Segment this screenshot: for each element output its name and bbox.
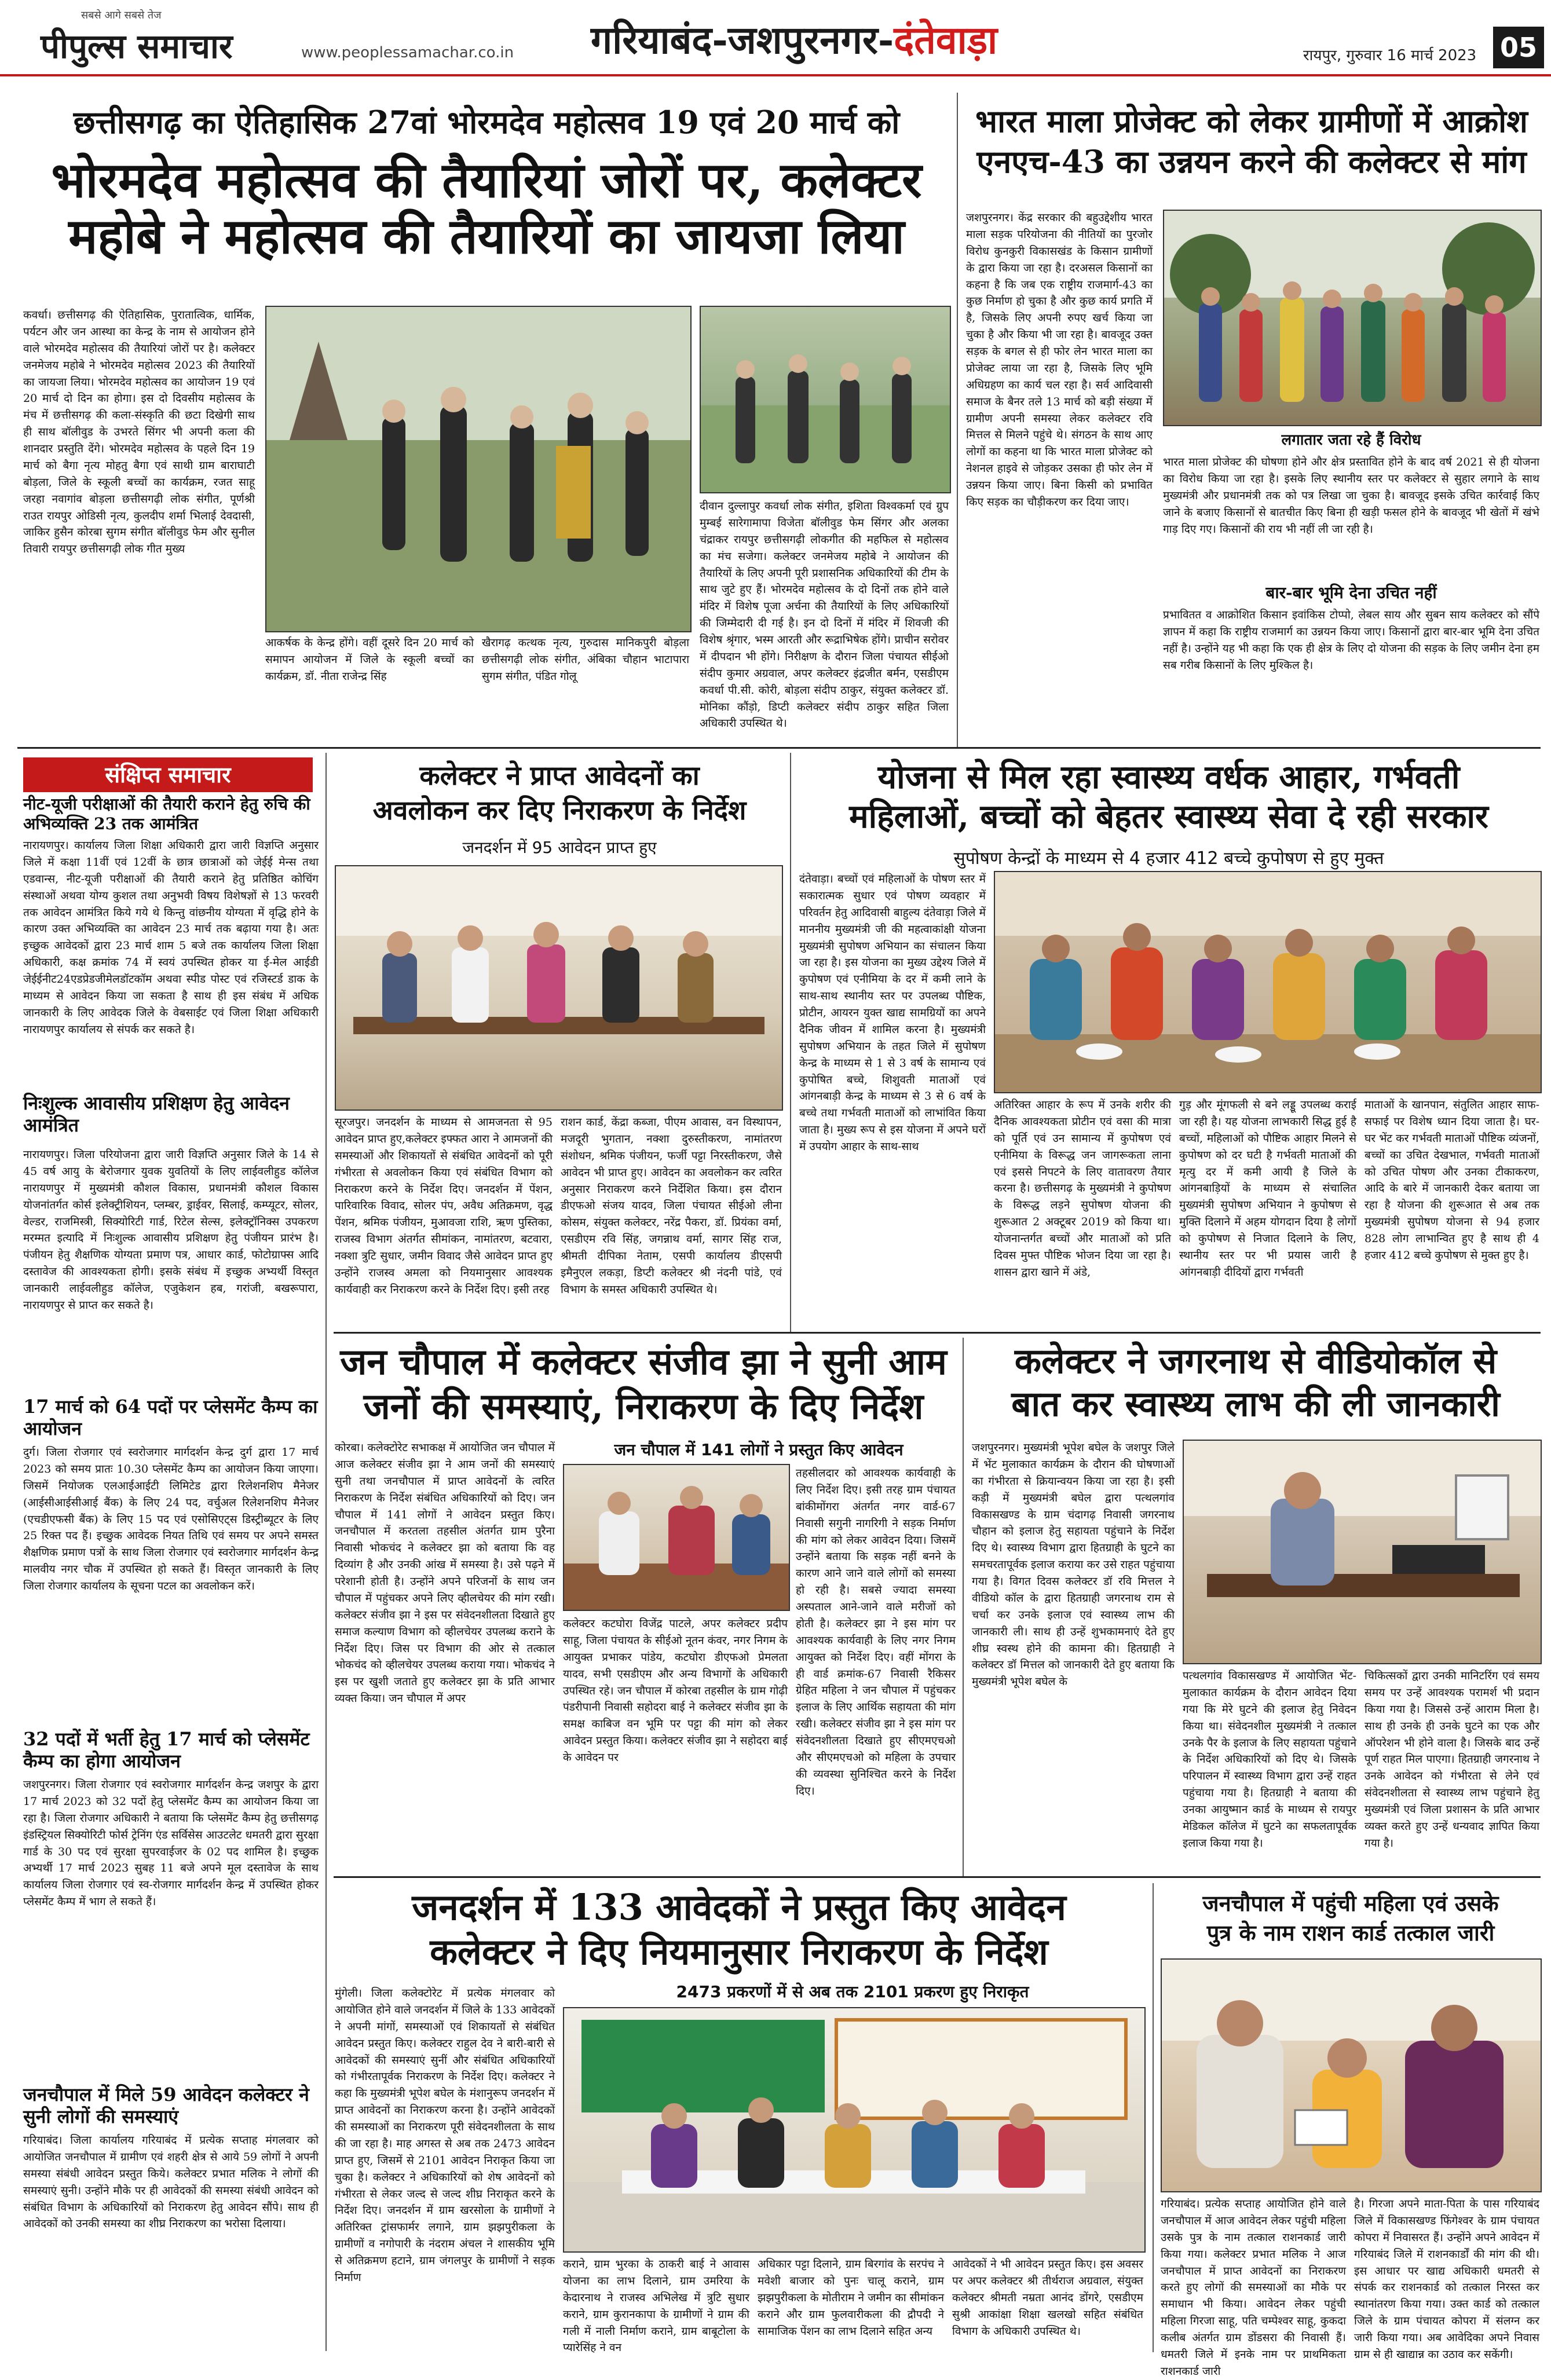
jashpur-headline-line1: कलेक्टर ने जगरनाथ से वीडियोकॉल से (1014, 1341, 1497, 1382)
brief-2-body: नारायणपुर। जिला परियोजना द्वारा जारी विज्ञप्ति अनुसार जिले के 14 से 45 वर्ष आयु के बेरोजगार युवक युवतियों के लिए लाईवलीहुड कॉलेज नारायणपुर में मुख्यमंत्री कौशल विकास, प्रधानमंत्री कौशल विकास योजनांतर्गत कोर्स इलेक्ट्रीशियन, प्लम्बर, ड्राईवर, सिलाई, कम्प्यूटर, सोलर, वेल्डर, राजमिस्त्री, सिक्योरिटी गार्ड, रिटेल सेल्स, इलेक्ट्रॉनिक्स उपकरण मरम्मत इत्यादि में निःशुल्क आवासीय प्रशिक्षण हेतु पंजीयन प्रारंभ है। पंजीयन हेतु शैक्षणिक योग्यता प्रमाण पत्र, आधार कार्ड, फोटोग्राफ्स आदि दस्तावेज की आवश्यकता होगी। इसके संबंध में इच्छुक अभ्यर्थी विस्तृत जानकारी लाईवलीहुड कॉलेज, एजुकेशन हब, गरांजी, बखरूपारा, नारायणपुर से प्राप्त कर सकते है। (23, 1148, 319, 1312)
website-url[interactable]: www.peoplessamachar.co.in (301, 44, 514, 61)
dantewada-headline (798, 757, 1539, 837)
korba-subhead: जन चौपाल में 141 लोगों ने प्रस्तुत किए आवेदन (614, 1440, 903, 1459)
brief-1-headline: नीट-यूजी परीक्षाओं की तैयारी कराने हेतु रुचि की अभिव्यक्ति 23 तक आमंत्रित (23, 794, 310, 833)
bhoramdev-photo-2-art (701, 307, 950, 492)
brief-5-headline: जनचौपाल में मिले 59 आवेदन कलेक्टर ने सुनी लोगों की समस्याएं (23, 2084, 309, 2128)
bharatmala-headline-line2: एनएच-43 का उन्नयन करने की कलेक्टर से मांग (976, 143, 1527, 181)
surajpur-photo-art (336, 866, 782, 1110)
surajpur-photo (335, 865, 783, 1111)
bhoramdev-headline-line1: भोरमदेव महोत्सव की तैयारियां जोरों पर, कलेक्टर (51, 151, 922, 208)
gariyaband-photo-art (1162, 1960, 1541, 2191)
surajpur-headline-line1: कलेक्टर ने प्राप्त आवेदनों का (419, 760, 700, 791)
mungeli-photo-art (564, 2008, 1144, 2251)
dantewada-col4: माताओं के खानपान, संतुलित आहार साफ-सफाई पर विशेष ध्यान दिया जाता है। घर-घर भेंट कर गर्भवती माताओं पौष्टिक व्यंजनों, बच्चों का उचित देखभाल, गर्भवती माताओं को उचित पोषण और उनका टीकाकरण, आदि के बारे में जानकारी देकर बताया जा रहा है योजना की शुरूआत से अब तक मुख्यमंत्री सुपोषण योजना से 94 हजार 828 लोग लाभान्वित हुए है साथ ही 4 हजार 412 बच्चे कुपोषण से मुक्त हुए है। (1365, 1099, 1539, 1262)
mungeli-photo (563, 2007, 1146, 2253)
dantewada-headline-line1: योजना से मिल रहा स्वास्थ्य वर्धक आहार, गर्भवती (877, 758, 1460, 796)
jashpur-col3: चिकित्सकों द्वारा उनकी मानिटरिंग एवं समय समय पर उन्हें आवश्यक परामर्श भी प्रदान किया गया है। जिससे उन्हें आराम मिला है। साथ ही उनके ही उनके घुटने का एक और ऑपरेशन भी होने वाला है। जिसके बाद उन्हें पूर्ण राहत मिल पाएगा। हितग्राही जगरनाथ ने उनके आवेदन को गंभीरता से लेने एवं संवेदनशीलता से स्वास्थ्य लाभ पहुंचाने हेतु मुख्यमंत्री एवं जिला प्रशासन के प्रति आभार व्यक्त करते हुए उन्हें धन्यवाद ज्ञापित किया गया है। (1365, 1669, 1539, 1850)
bharatmala-col1: जशपुरनगर। केंद्र सरकार की बहुउद्देशीय भारत माला सड़क परियोजना की नीतियों का पुरजोर विरोध कुनकुरी विकासखंड के किसान ग्रामीणों के द्वारा किया जा रहा है। दरअसल किसानों का कहना है कि जब एक राष्ट्रीय राजमार्ग-43 का कुछ निर्माण हो चुका है और कुछ कार्य प्रगति में है, जिसके लिए अपनी रुपए खर्च किया जा चुका है और किया भी जा रहा है। बावजूद उक्त सड़क के बगल से ही फोर लेन भारत माला का प्रोजेक्ट लाया जा रहा है, जिसके लिए भूमि अधिग्रहण का कार्य चल रहा है। सर्व आदिवासी समाज के बैनर तले 13 मार्च को बड़ी संख्या में ग्रामीण अपनी समस्या लेकर कलेक्टर रवि मित्तल से मिलने पहुंचे थे। संगठन के साथ आए लोगों का कहना था कि भारत माला प्रोजेक्ट को नेशनल हाइवे से जोड़कर उसका ही फोर लेन में उन्नयन किया जाए। बिना किसी को प्रभावित किए सड़क का चौड़ीकरण कर दिया जाए। (966, 211, 1153, 508)
bhoramdev-photo (265, 306, 692, 632)
brief-4-headline: 32 पदों में भर्ती हेतु 17 मार्च को प्लेसमेंट कैम्प का होगा आयोजन (23, 1728, 310, 1773)
masthead-logo: पीपुल्स समाचार (41, 27, 233, 66)
gariyaband-photo (1161, 1958, 1542, 2192)
dateline: रायपुर, गुरुवार 16 मार्च 2023 (1303, 47, 1477, 64)
jashpur-headline-line2: बात कर स्वास्थ्य लाभ की ली जानकारी (1011, 1384, 1500, 1425)
jashpur-headline (971, 1340, 1541, 1426)
dantewada-headline-line2: महिलाओं, बच्चों को बेहतर स्वास्थ्य सेवा दे रही सरकार (849, 797, 1488, 836)
mungeli-col1: मुंगेली। जिला कलेक्टोरेट में प्रत्येक मंगलवार को आयोजित होने वाले जनदर्शन में जिले के 133 आवेदकों ने अपनी मांगों, समस्याओं एवं शिकायतों से संबंधित आवेदन प्रस्तुत किए। कलेक्टर राहुल देव ने बारी-बारी से आवेदकों की समस्याएं सुनीं और संबंधित अधिकारियों को गंभीरतापूर्वक निराकरण के निर्देश दिए। कलेक्टर ने कहा कि मुख्यमंत्री भूपेश बघेल के मंशानुरूप जनदर्शन में प्राप्त आवेदनों का निराकरण करना है। उन्होंने आवेदकों की समस्याओं का निराकरण पूरी संवेदनशीलता के साथ की जा रहा है। माह अगस्त से अब तक 2473 आवेदन प्राप्त हुए, जिसमें से 2101 आवेदन निराकृत किया जा चुका है। कलेक्टर ने अधिकारियों को शेष आवेदनों को गंभीरता से लेकर जल्द से जल्द शीघ्र निराकृत करने के निर्देश दिए। जनदर्शन में ग्राम खरसोला के ग्रामीणों ने अतिरिक्त ट्रांसफार्मर लगाने, ग्राम झझपुरीकला के ग्रामीणों व नगोपारी के नंदराम अंचल ने शासकीय भूमि से अतिक्रमण हटाने, ग्राम जंगलपुर के ग्रामीणों ने सड़क निर्माण (335, 1987, 555, 2284)
surajpur-headline (334, 759, 785, 828)
bharatmala-body2: भारत माला प्रोजेक्ट की घोषणा होने और क्षेत्र प्रस्तावित होने के बाद वर्ष 2021 से ही योजना का विरोध किया जा रहा है। इसके लिए स्थानीय स्तर पर कलेक्टर से सुहार लगाने के साथ मुख्यमंत्री और प्रधानमंत्री तक को पत्र लिखा जा चुका है। बावजूद इसके उचित कार्रवाई किए जाने के बजाए किसानों से बातचीत किए बिना ही खड़ी फसल होने के बावजूद भी खेतों में खंभे गाड़ दिए गए। किसानों की राय भी नहीं ली जा रही है। (1163, 456, 1539, 536)
dantewada-col3: गुड़ और मूंगफली से बने लड्डू उपलब्ध कराई जा रही है। यह योजना लाभकारी सिद्ध हुई है बच्चों, महिलाओं को पौष्टिक आहार मिलने से कुपोषण को दर घटी है गर्भवती माताओं की मृत्यु दर में कमी आयी है जिले के आंगनबाड़ियों के माध्यम से संचालित मुख्यमंत्री सुपोषण अभियान ने कुपोषण से मुक्ति दिलाने में अहम योगदान दिया है लोगों को कुपोषण से निजात दिलाने के लिए, स्थानीय स्तर पर भी प्रयास जारी है आंगनबाड़ी दीदियों द्वारा गर्भवती (1179, 1099, 1356, 1279)
korba-photo-art (564, 1465, 789, 1610)
dantewada-photo (994, 871, 1542, 1093)
mungeli-col3: अधिकार पट्टा दिलाने, ग्राम बिरगांव के सरपंच ने मवेशी बाजार को पुनः चालू कराने, ग्राम झझपुरीकला के मोतीराम ने जमीन का सीमांकन कराने और ग्राम फुलवारीकला की द्रौपदी ने सामाजिक पेंशन का लाभ दिलाने सहित अन्य (758, 2258, 944, 2338)
gariyaband-col1: गरियाबंद। प्रत्येक सप्ताह आयोजित होने वाले जनचौपाल में आज आवेदन लेकर पहुंची महिला उसके पुत्र के नाम तत्काल राशनकार्ड जारी किया गया। कलेक्टर प्रभात मलिक ने आज जनचौपाल में प्राप्त आवेदनों का निराकरण करते हुए लोगों की समस्याओं का मौके पर समाधान भी किया। आवेदन लेकर पहुंची महिला गिरजा साहू, पति चम्पेश्वर साहू, कुकदा कलीब अंतर्गत ग्राम डोंडसरा की निवासी हैं। धमतरी जिले में इनके नाम पर प्राथमिकता राशनकार्ड जारी (1161, 2198, 1346, 2378)
surajpur-headline-line2: अवलोकन कर दिए निराकरण के निर्देश (372, 794, 747, 826)
mungeli-col2: कराने, ग्राम भुरका के ठाकरी बाई ने आवास योजना का लाभ दिलाने, ग्राम उमरिया के केदारनाथ ने राजस्व अभिलेख में त्रुटि सुधार कराने, ग्राम कुरानकापा के ग्रामीणों ने ग्राम की गली में नाली निर्माण कराने, ग्राम बाबूटोला के प्यारेसिंह ने वन (563, 2258, 749, 2355)
brief-4-body: जशपुरनगर। जिला रोजगार एवं स्वरोजगार मार्गदर्शन केन्द्र जशपुर के द्वारा 17 मार्च 2023 को 32 पदों हेतु प्लेसमेंट कैम्प का आयोजन किया जा रहा है। जिला रोजगार अधिकारी ने बताया कि प्लेसमेंट कैम्प हेतु छत्तीसगढ़ इंडस्ट्रियल सिक्योरिटी फोर्स ट्रेनिंग एंड सर्विसेस आउटलेट धमतरी द्वारा सुरक्षा गार्ड के 30 पद एवं सुरक्षा सुपरवाईजर के 02 पद शामिल है। इच्छुक अभ्यर्थी 17 मार्च 2023 सुबह 11 बजे अपने मूल दस्तावेज के साथ कार्यालय जिला रोजगार एवं स्व-रोजगार मार्गदर्शन केन्द्र में उपस्थित होकर प्लेसमेंट कैम्प में भाग ले सकते हैं। (23, 1778, 319, 1909)
dantewada-photo-art (995, 872, 1541, 1092)
bharatmala-photo (1163, 210, 1542, 426)
briefs-section-title: संक्षिप्त समाचार (23, 757, 313, 792)
bharatmala-subhead: बार-बार भूमि देना उचित नहीं (1265, 583, 1437, 602)
korba-col1: कोरबा। कलेक्टोरेट सभाकक्ष में आयोजित जन चौपाल में आज कलेक्टर संजीव झा ने आम जनों की समस्याएं सुनी तथा जनचौपाल में प्राप्त आवेदनों के त्वरित निराकरण के निर्देश संबंधित अधिकारियों को दिए। जन चौपाल में 141 लोगों ने आवेदन प्रस्तुत किए। जनचौपाल में करतला तहसील अंतर्गत ग्राम पुरैना निवासी भोकचंद ने कलेक्टर झा को बताया कि वह दिव्यांग है और उनकी आंख में समस्या है। उसे पढ़ने में परेशानी होती है। उन्होंने अपने परिजनों के साथ जन चौपाल में पहुंचकर अपने लिए व्हीलचेयर की मांग रखी। कलेक्टर संजीव झा ने इस पर संवेदनशीलता दिखाते हुए समाज कल्याण विभाग को व्हीलचेयर उपलब्ध कराने के निर्देश दिए। जिस पर विभाग की ओर से तत्काल भोकचंद को व्हीलचेयर उपलब्ध कराया गया। भोकचंद ने इस पर खुशी जताते हुए कलेक्टर झा के प्रति आभार व्यक्त किया। जन चौपाल में अपर (335, 1441, 555, 1705)
jashpur-col1: जशपुरनगर। मुख्यमंत्री भूपेश बघेल के जशपुर जिले में भेंट मुलाकात कार्यक्रम के दौरान की घोषणाओं का गंभीरता से क्रियान्वयन किया जा रहा है। इसी कड़ी में मुख्यमंत्री बघेल द्वारा पत्थलगांव विकासखण्ड के ग्राम चंदागढ़ निवासी जगरनाथ चौहान को इलाज हेतु सहायता पहुंचाने के निर्देश दिए थे। स्वास्थ्य विभाग द्वारा हितग्राही के घुटने का समचरतापूर्वक इलाज कराया कर उसे राहत पहुंचाया गया है। विगत दिवस कलेक्टर डॉ रवि मित्तल ने वीडियो कॉल के द्वारा हितग्राही जगरनाथ राम से चर्चा कर उनके इलाज एवं स्वास्थ्य लाभ की जानकारी ली। साथ ही उन्हें शुभकामनाएं देते हुए शीघ्र स्वस्थ होने की कामना की। हितग्राही ने कलेक्टर डॉ मित्तल को जानकारी देते हुए बताया कि मुख्यमंत्री भूपेश बघेल के (972, 1441, 1175, 1689)
korba-photo (563, 1464, 790, 1611)
korba-headline-line2: जनों की समस्याएं, निराकरण के दिए निर्देश (363, 1385, 924, 1427)
bharatmala-photo-art (1164, 211, 1541, 425)
mungeli-subhead: 2473 प्रकरणों में से अब तक 2101 प्रकरण हुए निराकृत (676, 1982, 1029, 2001)
bhoramdev-headline-line2: महोबे ने महोत्सव की तैयारियों का जायजा लिया (68, 207, 905, 265)
surajpur-col2: राशन कार्ड, केंद्रा कब्जा, पीएम आवास, वन विस्थापन, मजदूरी भुगतान, नक्शा दुरुस्तीकरण, नामांतरण संशोधन, श्रमिक पंजीयन, फर्जी पट्टा निरस्तीकरण, जैसे आवेदन भी प्राप्त हुए। आवेदन का अवलोकन कर त्वरित अनुसार निराकरण करने निर्देशित किया। इस दौरान डीएफओ संजय यादव, जिला पंचायत सीईओ लीना कोसम, संयुक्त कलेक्टर, नरेंद्र पैकरा, डॉ. प्रियंका वर्मा, एसडीएम रवि सिंह, जगन्नाथ वर्मा, सागर सिंह राज, श्रीमती दीपिका नेताम, एसपी कार्यालय डीएसपी इमैनुएल लकड़ा, डिप्टी कलेक्टर श्री नंदनी पांडे, एवं विभाग के समस्त अधिकारी उपस्थित थे। (561, 1116, 782, 1296)
dantewada-subhead: सुपोषण केन्द्रों के माध्यम से 4 हजार 412 बच्चे कुपोषण से हुए मुक्त (953, 848, 1384, 869)
korba-headline (334, 1340, 953, 1429)
bhoramdev-col4: दीवान दुल्लापुर कवर्धा लोक संगीत, इशिता विश्वकर्मा एवं ग्रुप मुम्बई सारेगामापा विजेता बॉलीवुड फेम सिंगर और अलका चंद्राकर रायपुर छत्तीसगढ़ी लोकगीत की महफिल से महोत्सव का मंच सजेगा। कलेक्टर जनमेजय महोबे ने आयोजन की तैयारियों के लिए अपनी पूरी प्रशासनिक अधिकारियों की टीम के साथ जुटे हुए हैं। भोरमदेव महोत्सव के दो दिनों तक होने वाले मंदिर में विशेष पूजा अर्चना की तैयारियों के लिए अधिकारियों की जिम्मेदारी दी गई है। इन दो दिनों में मंदिर में शिवजी की विशेष श्रृंगार, भस्म आरती और रूद्राभिषेक होंगे। प्राचीन सरोवर में दीपदान भी होंगे। निरीक्षण के दौरान जिला पंचायत सीईओ संदीप कुमार अग्रवाल, अपर कलेक्टर इंद्रजीत बर्मन, एसडीएम कवर्धा पी.सी. कोरी, बोड़ला संदीप ठाकुर, संयुक्त कलेक्टर डॉ. मोनिका कौंड़ो, डिप्टी कलेक्टर संदीप ठाकुर सहित जिला अधिकारी उपस्थित थे। (700, 500, 949, 730)
surajpur-subhead: जनदर्शन में 95 आवेदन प्राप्त हुए (462, 838, 657, 857)
korba-col2: कलेक्टर कटघोरा विजेंद्र पाटले, अपर कलेक्टर प्रदीप साहू, जिला पंचायत के सीईओ नूतन कंवर, नगर निगम के आयुक्त प्रभाकर पांडेय, कटघोरा डीएफओ प्रेमलता यादव, सभी एसडीएम और अन्य विभागों के अधिकारी उपस्थित रहे। जन चौपाल में कोरबा तहसील के ग्राम गोढ़ी पंडरीपानी निवासी सहोदरा बाई ने कलेक्टर संजीव झा के समक्ष काबिज वन भूमि पर पट्टा की मांग को लेकर आवेदन प्रस्तुत किया। कलेक्टर संजीव झा ने सहोदरा बाई के आवेदन पर (563, 1617, 788, 1764)
page-number: 05 (1493, 27, 1544, 68)
mungeli-headline (334, 1885, 1144, 1975)
mungeli-headline-line2: कलेक्टर ने दिए नियमानुसार निराकरण के निर्देश (430, 1930, 1048, 1973)
jashpur-photo (1183, 1440, 1542, 1664)
mungeli-headline-line1: जनदर्शन में 133 आवेदकों ने प्रस्तुत किए आवेदन (412, 1886, 1066, 1928)
dantewada-col1: दंतेवाड़ा। बच्चों एवं महिलाओं के पोषण स्तर में सकारात्मक सुधार एवं पोषण व्यवहार में परिवर्तन हेतु आदिवासी बाहुल्य दंतेवाड़ा जिले में माननीय मुख्यमंत्री जी की महत्वाकांक्षी योजना मुख्यमंत्री सुपोषण अभियान का संचालन किया जा रहा है। इस योजना का मुख्य उद्देश्य जिले में कुपोषण एवं एनीमिया के दर में कमी लाने के साथ-साथ स्थानीय स्तर पर उपलब्ध पौष्टिक, प्रोटीन, आयरन युक्त खाद्य सामग्रियों का अपने दैनिक जीवन में शामिल करना है। मुख्यमंत्री सुपोषण अभियान के तहत जिले में सुपोषण केन्द्र के माध्यम से 1 से 3 वर्ष के सामान्य एवं कुपोषित बच्चे, शिशुवती माताओं एवं आंगनबाड़ी केन्द्र के माध्यम से 3 से 6 वर्ष के बच्चे तथा गर्भवती माताओं को लाभांवित किया जाता है। मुख्य रूप से इस योजना में अपने घरों में उपयोग आहार के साथ-साथ (799, 873, 986, 1153)
korba-col3: तहसीलदार को आवश्यक कार्यवाही के लिए निर्देश दिए। इसी तरह ग्राम पंचायत बांकीमोंगरा अंतर्गत नगर वार्ड-67 निवासी सगुनी नागरिगी ने सड़क निर्माण की मांग को लेकर आवेदन दिया। जिसमें उन्होंने बताया कि सड़क नहीं बनने के कारण आने जाने वाले लोगों को समस्या हो रही है। सबसे ज्यादा समस्या अस्पताल आने-जाने वाले मरीजों को होती है। कलेक्टर झा ने इस मांग पर आवश्यक कार्यवाही के लिए नगर निगम आयुक्त को निर्देश दिए। वहीं मोंगरा के ही वार्ड क्रमांक-67 निवासी रैकिसर ग्रेहित महिला ने जन चौपाल में पहुंचकर इलाज के लिए आर्थिक सहायता की मांग रखी। कलेक्टर संजीव झा ने इस मांग पर संवेदनशीलता दिखाते हुए सीएमएचओ और सीएमएचओ को महिला के उपचार की व्यवस्था सुनिश्चित करने के निर्देश दिए। (796, 1467, 956, 1797)
page-header (0, 0, 1551, 76)
jashpur-photo-art (1184, 1441, 1541, 1663)
bhoramdev-headline (23, 152, 950, 265)
bhoramdev-col3: खैरागढ़ कत्थक नृत्य, गुरुदास मानिकपुरी बोड़ला छत्तीसगढ़ी लोक संगीत, अंबिका चौहान भाटापारा सुगम संगीत, पंडित गोलू (482, 636, 689, 683)
masthead-tagline: सबसे आगे सबसे तेज (81, 9, 162, 21)
brief-5-body: गरियाबंद। जिला कार्यालय गरियाबंद में प्रत्येक सप्ताह मंगलवार को आयोजित जनचौपाल में ग्रामीण एवं शहरी क्षेत्र से आये 59 लोगों ने अपनी समस्या संबंधी आवेदन प्रस्तुत किये। कलेक्टर प्रभात मलिक ने लोगों की समस्याएं सुनी। उन्होंने मौके पर ही आवेदकों की समस्या संबंधी आवेदन को संबंधित विभाग के अधिकारियों को निराकरण हेतु आवेदन सौंपे। साथ ही आवेदकों को उनकी समस्या का शीघ्र निराकरण का भरोसा दिलाया। (23, 2134, 319, 2231)
mungeli-col4: आवेदकों ने भी आवेदन प्रस्तुत किए। इस अवसर पर अपर कलेक्टर श्री तीर्थराज अग्रवाल, संयुक्त कलेक्टर श्रीमती नम्रता आनंद डोंगरे, एसडीएम सुश्री आकांक्षा शिक्षा खलखो सहित संबंधित विभाग के अधिकारी उपस्थित थे। (952, 2258, 1143, 2338)
brief-2-headline: निःशुल्क आवासीय प्रशिक्षण हेतु आवेदन आमंत्रित (23, 1092, 290, 1137)
gariyaband-headline-line1: जनचौपाल में पहुंची महिला एवं उसके (1202, 1890, 1499, 1916)
jashpur-col2: पत्थलगांव विकासखण्ड में आयोजित भेंट-मुलाकात कार्यक्रम के दौरान आवेदन दिया गया कि मेरे घुटने की इलाज हेतु निवेदन किया था। संवेदनशील मुख्यमंत्री ने तत्काल उनके पैर के इलाज के लिए सहायता पहुंचाने के निर्देश अधिकारियों को दिए थे। जिसके परिपालन में स्वास्थ्य विभाग द्वारा उन्हें राहत पहुंचाया गया है। हितग्राही ने बताया की उनका आयुष्मान कार्ड के माध्यम से रायपुर मेडिकल कॉलेज में घुटने का सफलतापूर्वक इलाज किया गया है। (1183, 1669, 1356, 1850)
bhoramdev-photo-art (266, 307, 690, 631)
gariyaband-headline (1159, 1889, 1542, 1948)
bhoramdev-kicker: छत्तीसगढ़ का ऐतिहासिक 27वां भोरमदेव महोत्सव 19 एवं 20 मार्च को (73, 104, 900, 141)
bharatmala-headline (965, 101, 1538, 182)
gariyaband-col2: है। गिरजा अपने माता-पिता के पास गरियाबंद जिले में विकासखण्ड फिंगेश्वर के ग्राम पंचायत कोपरा में निवासरत हैं। उन्होंने अपने आवेदन में गरियाबंद जिले में राशनकार्डों की मांग की थी। इस आधार पर खाद्य अधिकारी धमतरी से संपर्क कर राशनकार्ड को तत्काल निरस्त कर स्थानांतरण किया गया। उक्त कार्ड को तत्काल जिले के ग्राम पंचायत कोपरा में संलग्न कर जारी किया गया। अब आवेदिका अपने निवास ग्राम से ही खाद्यान्न का उठाव कर सकेंगी। (1354, 2198, 1539, 2361)
dantewada-col2: अतिरिक्त आहार के रूप में उनके शरीर की दैनिक आवश्यकता प्रोटीन एवं वसा की मात्रा को पूर्ति एवं उन सामान्य में कुपोषण एवं एनीमिया के विरूद्ध जन जागरूकता लाना एवं इससे निपटने के लिए वातावरण तैयार करना है। छत्तीसगढ़ के मुख्यमंत्री ने कुपोषण के विरूद्ध लड़ने सुपोषण योजना की शुरूआत 2 अक्टूबर 2019 को किया था। योजनान्तर्गत बच्चों और माताओं को प्रति दिवस मुफ्त पौष्टिक भोजन दिया जा रहा है। शासन द्वारा खाने में अंडे, (994, 1099, 1171, 1279)
brief-3-body: दुर्ग। जिला रोजगार एवं स्वरोजगार मार्गदर्शन केन्द्र दुर्ग द्वारा 17 मार्च 2023 को समय प्रातः 10.30 प्लेसमेंट कैम्प का आयोजन किया जाएगा। जिसमें नियोजक एलआईआईटी लिमिटेड द्वारा रिलेशनशिप मैनेजर (आईसीआईसीआई बैंक) के लिए 24 पद, वर्चुअल रिलेशनशिप मैनेजर (एचडीएफसी बैंक) के लिए 15 पद एवं एसोसिएट्स डिस्ट्रीब्यूटर के लिए 25 रिक्त पद हैं। इच्छुक आवेदक नियत तिथि एवं समय पर अपने समस्त शैक्षणिक प्रमाण पत्रों के साथ जिला रोजगार एवं स्वरोजगार मार्गदर्शन केन्द्र मालवीय नगर चौक में उपस्थित हो सकते हैं। विस्तृत जानकारी के लिए जिला रोजगार कार्यालय के सूचना पटल का अवलोकन करें। (23, 1446, 319, 1592)
gariyaband-headline-line2: पुत्र के नाम राशन कार्ड तत्काल जारी (1206, 1919, 1495, 1946)
korba-headline-line1: जन चौपाल में कलेक्टर संजीव झा ने सुनी आम (340, 1341, 947, 1383)
bharatmala-body3: प्रभावितत व आक्रोशित किसान इवांकिस टोप्पो, लेबल साय और सुबन साय कलेक्टर को सौंपे ज्ञापन में कहा कि राष्ट्रीय राजमार्ग का उन्नयन किया जाए। किसानों द्वारा बार-बार भूमि देना उचित नहीं है। उन्होंने यह भी कहा कि एक ही क्षेत्र के लिए दो योजना की सड़क के लिए जमीन देना हम सब गरीब किसानों के लिए मुश्किल है। (1163, 609, 1539, 672)
region-red: दंतेवाड़ा (894, 17, 998, 63)
brief-3-headline: 17 मार्च को 64 पदों पर प्लेसमेंट कैम्प का आयोजन (23, 1396, 318, 1440)
surajpur-col1: सूरजपुर। जनदर्शन के माध्यम से आमजनता से 95 आवेदन प्राप्त हुए,कलेक्टर इफ्फत आरा ने आमजनों की समस्याओं और शिकायतों से संबंधित आवेदनों को पूरी गंभीरता से अवलोकन किया एवं संबंधित विभाग को निराकरण करने के निर्देश दिए। जनदर्शन में पेंशन, पारिवारिक विवाद, सोलर पंप, अवैध अतिक्रमण, वृद्ध पेंशन, श्रमिक पंजीयन, मुआवजा राशि, ऋण पुस्तिका, राजस्व विभाग अंतर्गत सीमांकन, नामांतरण, बटवारा, नक्शा त्रुटि सुधार, जमीन विवाद जैसे आवेदन प्राप्त हुए उन्होंने राजस्व अमला को नियमानुसार आवश्यक कार्यवाही कर निराकरण करने के निर्देश दिए। इसी तरह (335, 1116, 553, 1296)
region-black: गरियाबंद-जशपुरनगर- (591, 17, 894, 63)
bhoramdev-col1: कवर्धा। छत्तीसगढ़ की ऐतिहासिक, पुरातात्विक, धार्मिक, पर्यटन और जन आस्था का केन्द्र के नाम से आयोजन होने वाले भोरमदेव महोत्सव की तैयारियां जोरों पर है। कलेक्टर जनमेजय महोबे ने भोरमदेव महोत्सव 2023 की तैयारियों का जायजा लिया। भोरमदेव महोत्सव का आयोजन 19 एवं 20 मार्च दो दिन का होगा। इस दो दिवसीय महोत्सव के मंच में छत्तीसगढ़ की कला-संस्कृति की छटा दिखेगी साथ ही साथ बॉलीवुड के उभरते सिंगर भी अपनी कला की शानदार प्रस्तुति देंगे। भोरमदेव महोत्सव के पहले दिन 19 मार्च को बैगा नृत्य मोहतु बैगा एवं साथी ग्राम बाराघाटी बोड़ला, जिले के स्कूली बच्चों का कार्यक्रम, रजत साहू जरहा नवागांव बोड़ला छत्तीसगढ़ी लोक संगीत, पूर्णश्री राउत रायपुर ओडिसी नृत्य, कुलदीप शर्मा भिलाई देवदासी, जाकिर हुसैन कोरबा सुगम संगीत बॉलीवुड फेम और सुनील तिवारी रायपुर छत्तीसगढ़ी लोक गीत मुख्य (23, 309, 255, 556)
brief-1-body: नारायणपुर। कार्यालय जिला शिक्षा अधिकारी द्वारा जारी विज्ञप्ति अनुसार जिले में कक्षा 11वीं एवं 12वीं के छात्र छात्राओं को जेईई मेन्स तथा एडवान्स, नीट-यूजी परीक्षाओं की तैयारी कराने हेतु प्रतिष्ठित कोचिंग संस्थाओं अथवा योग्य कुशल तथा अनुभवी विषय विशेषज्ञों से 13 फरवरी तक आवेदन आमंत्रित किये गये थे किन्तु वांछनीय योग्यता में वृद्धि होने के कारण उक्त अभिव्यक्ति का आवेदन 23 मार्च तक बढ़ाया गया है। अतः इच्छुक आवेदकों द्वारा 23 मार्च शाम 5 बजे तक कार्यालय जिला शिक्षा अधिकारी, कक्ष क्रमांक 74 में स्वयं उपस्थित होकर या ई-मेल आईडी जेईईनीट24एडप्रेडजीमेलडॉटकॉम अथवा स्पीड पोस्ट एवं रजिस्टर्ड डाक के माध्यम से आवेदन किया जा सकता है साथ ही इस संबंध में अधिक जानकारी के लिए आवेदक जिले के वेबसाईट एवं जिला शिक्षा अधिकारी नारायणपुर कार्यालय से संपर्क कर सकते है। (23, 839, 319, 1036)
bharatmala-photo-caption: लगातार जता रहे हैं विरोध (1281, 431, 1421, 449)
region-title (591, 13, 997, 65)
bharatmala-headline-line1: भारत माला प्रोजेक्ट को लेकर ग्रामीणों में आक्रोश (975, 102, 1528, 140)
bhoramdev-col2: आकर्षक के केन्द्र होंगे। वहीं दूसरे दिन 20 मार्च को समापन आयोजन में जिले के स्कूली बच्चों का कार्यक्रम, डॉ. नीता राजेन्द्र सिंह (265, 636, 474, 683)
bhoramdev-photo-2 (700, 306, 951, 493)
